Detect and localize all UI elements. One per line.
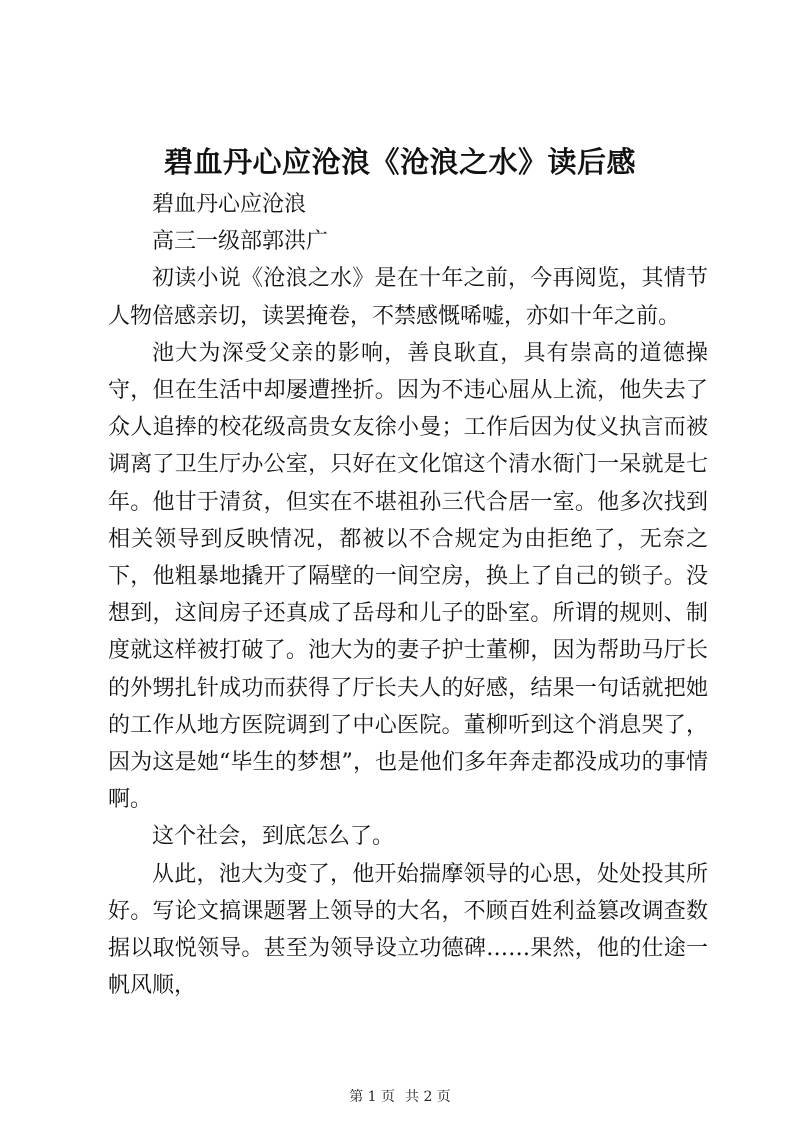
paragraph: 这个社会，到底怎么了。 bbox=[152, 824, 395, 850]
page-footer bbox=[0, 1087, 800, 1107]
paragraph: 从此，池大为变了，他开始揣摩领导的心思，处处投其所好。写论文搞课题署上领导的大名，不顾百姓利益篡改调查数据以取悦领导。甚至为领导设立功德碑……果然，他的仕途一帆风顺， bbox=[108, 861, 708, 999]
paragraph: 池大为深受父亲的影响，善良耿直，具有崇高的道德操守，但在生活中却屡遭挫折。因为不违心屈从上流，他失去了众人追捧的校花级高贵女友徐小曼；工作后因为仗义执言而被调离了卫生厅办公室，只好在文化馆这个清水衙门一呆就是七年。他甘于清贫，但实在不堪祖孙三代合居一室。他多次找到相关领导到反映情况，都被以不合规定为由拒绝了，无奈之下，他粗暴地撬开了隔壁的一间空房，换上了自己的锁子。没想到，这间房子还真成了岳母和儿子的卧室。所谓的规则、制度就这样被打破了。池大为的妻子护士董柳，因为帮助马厅长的外甥扎针成功而获得了厅长夫人的好感，结果一句话就把她的工作从地方医院调到了中心医院。董柳听到这个消息哭了，因为这是她“毕生的梦想”，也是他们多年奔走都没成功的事情啊。 bbox=[108, 340, 708, 813]
paragraph: 初读小说《沧浪之水》是在十年之前，今再阅览，其情节人物倍感亲切，读罢掩卷，不禁感慨唏嘘，亦如十年之前。 bbox=[108, 266, 708, 329]
document-title: 碧血丹心应沧浪《沧浪之水》读后感 bbox=[163, 145, 636, 179]
page-number: 第 1 页 bbox=[349, 1089, 395, 1105]
page-total: 共 2 页 bbox=[405, 1089, 451, 1105]
author-line: 高三一级部郭洪广 bbox=[152, 229, 329, 255]
subtitle-line: 碧血丹心应沧浪 bbox=[152, 192, 307, 217]
document-body bbox=[108, 186, 708, 1004]
